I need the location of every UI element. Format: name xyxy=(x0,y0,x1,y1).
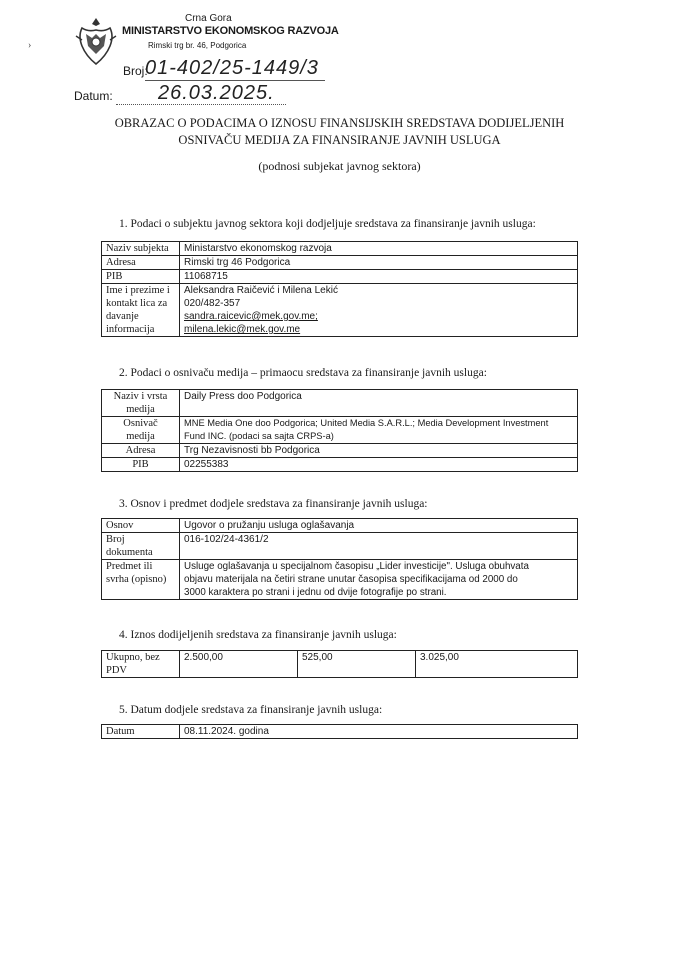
label-line: Predmet ili xyxy=(106,561,153,572)
value-line: objavu materijala na četiri strane unutar časopisa specifikacijama od 2000 do xyxy=(184,574,518,585)
label-line: dokumenta xyxy=(106,547,153,558)
table-row xyxy=(102,560,578,600)
table-cell-value: Trg Nezavisnosti bb Podgorica xyxy=(180,444,578,458)
table-cell-label xyxy=(102,560,180,600)
table-cell-value: Ugovor o pružanju usluga oglašavanja xyxy=(180,519,578,533)
table-cell-label: Osnov xyxy=(102,519,180,533)
table-row xyxy=(102,256,578,270)
table-cell-label xyxy=(102,651,180,678)
table-cell-label xyxy=(102,284,180,337)
table-cell-label xyxy=(102,533,180,560)
table-row xyxy=(102,284,578,337)
amount-net: 2.500,00 xyxy=(180,651,298,678)
form-title-line-1: OBRAZAC O PODACIMA O IZNOSU FINANSIJSKIH SREDSTAVA DODIJELJENIH xyxy=(114,116,565,130)
label-line: Broj xyxy=(106,534,125,545)
table-row xyxy=(102,533,578,560)
table-row xyxy=(102,242,578,256)
coat-of-arms-icon xyxy=(74,16,118,70)
table-cell-label xyxy=(102,390,180,417)
datum-value: 26.03.2025. xyxy=(158,82,275,104)
table-cell-value xyxy=(180,284,578,337)
amount-vat: 525,00 xyxy=(298,651,416,678)
table-row xyxy=(102,458,578,472)
section-1-heading: 1. Podaci o subjektu javnog sektora koji dodjeljuje sredstava za finansiranje javnih usluga: xyxy=(119,218,536,230)
label-line: Naziv i vrsta xyxy=(113,391,168,402)
label-line: medija xyxy=(126,431,155,442)
table-row xyxy=(102,390,578,417)
value-line: 3000 karaktera po strani i jednu od dvije fotografije po strani. xyxy=(184,587,447,598)
table-cell-value: Daily Press doo Podgorica xyxy=(180,390,578,417)
label-line: svrha (opisno) xyxy=(106,574,167,585)
label-line: kontakt lica za xyxy=(106,298,168,309)
broj-value: 01-402/25-1449/3 xyxy=(145,57,319,79)
section-1-table xyxy=(101,241,578,337)
section-3-table xyxy=(101,518,578,600)
table-row xyxy=(102,725,578,739)
label-line: Ukupno, bez xyxy=(106,652,160,663)
table-cell-value: 08.11.2024. godina xyxy=(180,725,578,739)
table-row xyxy=(102,270,578,284)
table-cell-value xyxy=(180,417,578,444)
table-cell-value xyxy=(180,560,578,600)
contact-phone: 020/482-357 xyxy=(184,298,241,309)
ministry-name: MINISTARSTVO EKONOMSKOG RAZVOJA xyxy=(122,25,339,37)
datum-label: Datum: xyxy=(74,89,113,103)
section-3-heading: 3. Osnov i predmet dodjele sredstava za finansiranje javnih usluga: xyxy=(119,498,428,510)
value-line: Fund INC. (podaci sa sajta CRPS-a) xyxy=(184,431,334,441)
table-cell-value: Rimski trg 46 Podgorica xyxy=(180,256,578,270)
label-line: Osnivač xyxy=(123,418,158,429)
country-name: Crna Gora xyxy=(185,13,232,24)
table-cell-value: 11068715 xyxy=(180,270,578,284)
form-title-line-2: OSNIVAČU MEDIJA ZA FINANSIRANJE JAVNIH USLUGA xyxy=(178,133,501,147)
broj-label: Broj: xyxy=(123,64,148,78)
section-5-table xyxy=(101,724,578,739)
contact-email-link[interactable]: milena.lekic@mek.gov.me xyxy=(184,324,301,335)
table-cell-label: PIB xyxy=(102,458,180,472)
table-cell-value: 02255383 xyxy=(180,458,578,472)
table-row xyxy=(102,417,578,444)
section-2-heading: 2. Podaci o osnivaču medija – primaocu sredstava za finansiranje javnih usluga: xyxy=(119,367,487,379)
table-cell-label: PIB xyxy=(102,270,180,284)
section-5-heading: 5. Datum dodjele sredstava za finansiranje javnih usluga: xyxy=(119,704,383,716)
section-4-table xyxy=(101,650,578,678)
table-row xyxy=(102,444,578,458)
table-cell-label xyxy=(102,417,180,444)
form-subtitle: (podnosi subjekat javnog sektora) xyxy=(258,159,421,173)
section-2-table xyxy=(101,389,578,472)
table-row xyxy=(102,651,578,678)
table-cell-label: Datum xyxy=(102,725,180,739)
amount-total: 3.025,00 xyxy=(416,651,578,678)
table-cell-value: 016-102/24-4361/2 xyxy=(180,533,578,560)
table-cell-value: Ministarstvo ekonomskog razvoja xyxy=(180,242,578,256)
scan-mark: › xyxy=(28,40,32,51)
ministry-address: Rimski trg br. 46, Podgorica xyxy=(148,41,247,50)
label-line: PDV xyxy=(106,665,128,676)
label-line: informacija xyxy=(106,324,155,335)
datum-underline xyxy=(116,104,286,105)
section-4-heading: 4. Iznos dodijeljenih sredstava za finansiranje javnih usluga: xyxy=(119,629,397,641)
contact-names: Aleksandra Raičević i Milena Lekić xyxy=(184,285,338,296)
table-cell-label: Naziv subjekta xyxy=(102,242,180,256)
value-line: Usluge oglašavanja u specijalnom časopisu „Lider investicije". Usluga obuhvata xyxy=(184,561,529,572)
label-line: medija xyxy=(126,404,155,415)
label-line: Ime i prezime i xyxy=(106,285,170,296)
value-line: MNE Media One doo Podgorica; United Media S.A.R.L.; Media Development Investment xyxy=(184,418,549,428)
broj-underline xyxy=(145,80,325,81)
table-cell-label: Adresa xyxy=(102,256,180,270)
form-title xyxy=(0,115,679,149)
table-cell-label: Adresa xyxy=(102,444,180,458)
contact-email-link[interactable]: sandra.raicevic@mek.gov.me; xyxy=(184,311,318,322)
label-line: davanje xyxy=(106,311,139,322)
table-row xyxy=(102,519,578,533)
